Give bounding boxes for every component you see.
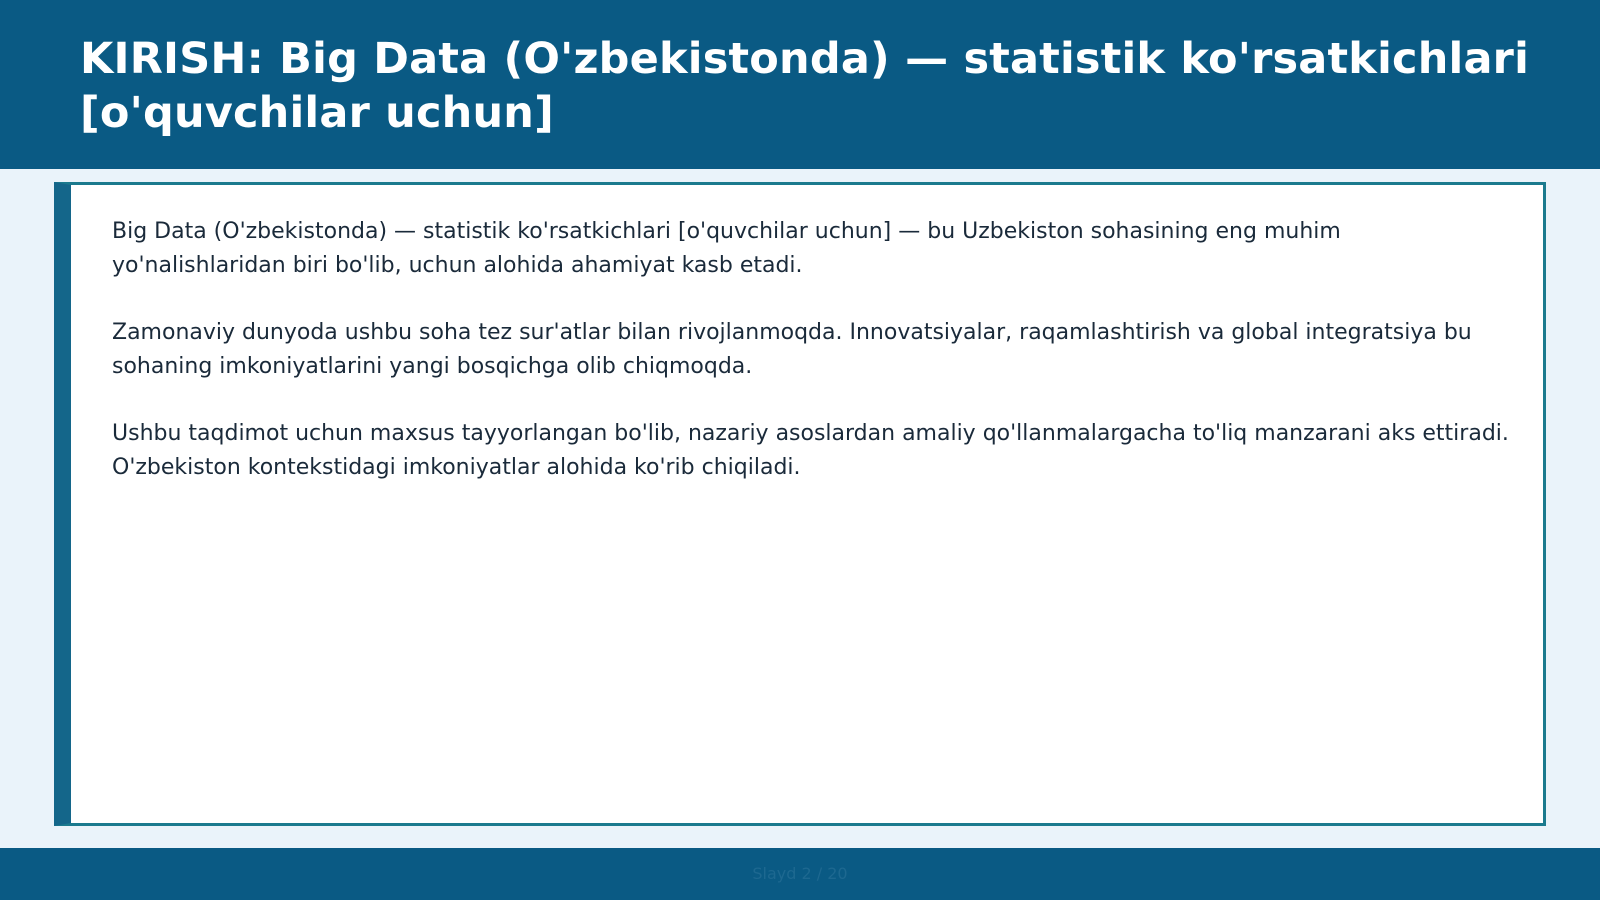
slide-footer (0, 848, 1600, 900)
paragraph-modern-world: Zamonaviy dunyoda ushbu soha tez sur'atlar bilan rivojlanmoqda. Innovatsiyalar, raqamlashtirish va global integratsiya bu sohaning imkoniyatlarini yangi bosqichga olib chiqmoqda. (112, 320, 1472, 379)
content-card (54, 182, 1546, 826)
paragraph-presentation: Ushbu taqdimot uchun maxsus tayyorlangan bo'lib, nazariy asoslardan amaliy qo'llanmalargacha to'liq manzarani aks ettiradi. O'zbekiston kontekstidagi imkoniyatlar alohida ko'rib chiqiladi. (112, 421, 1509, 480)
slide-title: KIRISH: Big Data (O'zbekistonda) — statistik ko'rsatkichlari [o'quvchilar uchun] (80, 34, 1530, 138)
card-text (112, 215, 1512, 518)
slide-number: Slayd 2 / 20 (752, 864, 848, 883)
paragraph-intro: Big Data (O'zbekistonda) — statistik ko'rsatkichlari [o'quvchilar uchun] — bu Uzbekiston sohasining eng muhim yo'nalishlaridan biri bo'lib, uchun alohida ahamiyat kasb etadi. (112, 219, 1341, 278)
slide-header (0, 0, 1600, 169)
